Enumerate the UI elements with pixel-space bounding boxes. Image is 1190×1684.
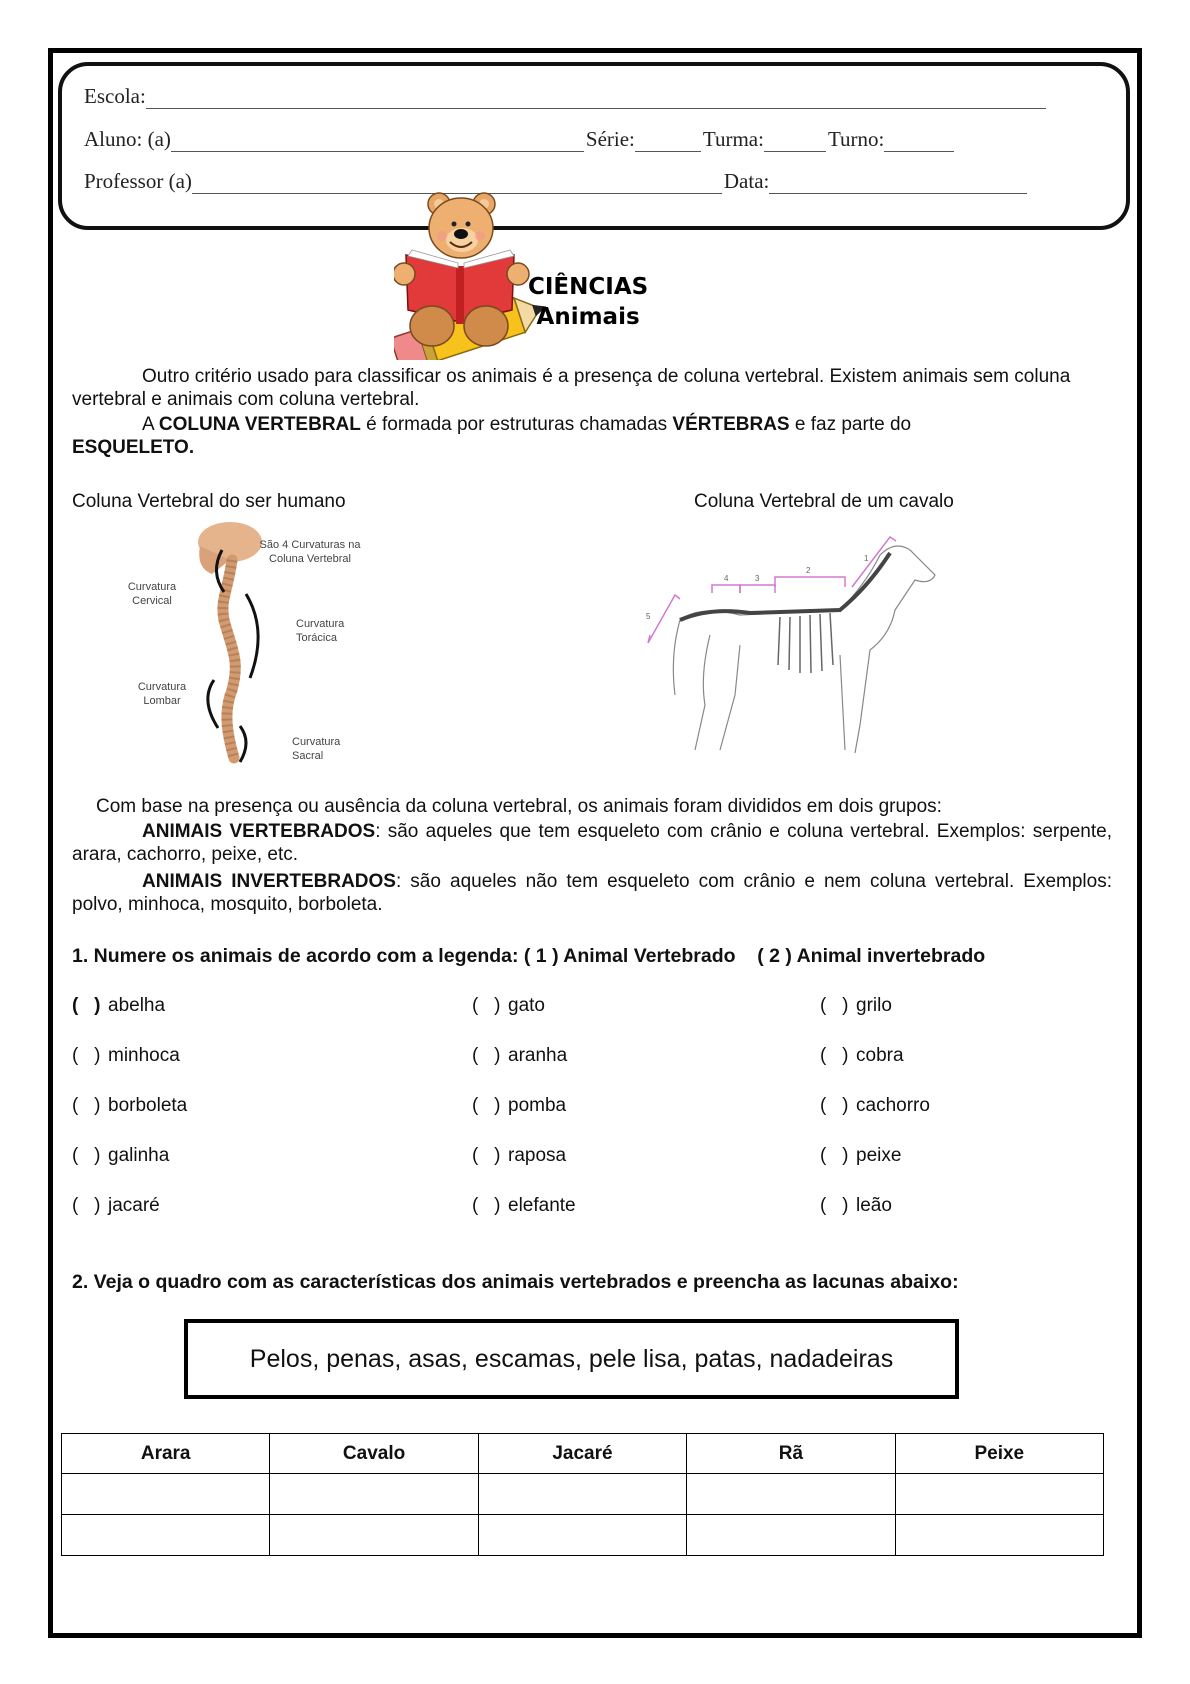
svg-text:Cervical: Cervical xyxy=(132,595,172,607)
choice-item[interactable]: ( ) jacaré xyxy=(72,1195,160,1216)
svg-text:4: 4 xyxy=(724,574,729,583)
answer-blank: ( ) xyxy=(72,1045,101,1066)
answer-blank: ( ) xyxy=(472,1095,501,1116)
svg-text:2: 2 xyxy=(806,566,811,575)
school-row xyxy=(84,84,1048,109)
table-cell[interactable] xyxy=(895,1515,1103,1556)
worksheet-title xyxy=(528,272,648,332)
table-row xyxy=(62,1474,1104,1515)
choice-item[interactable]: ( ) leão xyxy=(820,1195,892,1216)
question-2-title: 2. Veja o quadro com as características dos animais vertebrados e preencha as lacunas abaixo: xyxy=(72,1271,959,1293)
teacher-label: Professor (a) xyxy=(84,169,192,193)
column-header: Rã xyxy=(687,1434,895,1474)
grade-label: Série: xyxy=(585,127,635,151)
answer-blank: ( ) xyxy=(820,1045,849,1066)
word-bank-box xyxy=(184,1319,959,1399)
school-label: Escola: xyxy=(84,84,146,108)
shift-field[interactable] xyxy=(884,132,954,152)
class-label: Turma: xyxy=(702,127,764,151)
choice-item[interactable]: ( ) abelha xyxy=(72,995,166,1016)
choice-row xyxy=(72,1195,1102,1245)
choice-item[interactable]: ( ) pomba xyxy=(472,1095,567,1116)
human-spine-caption: Coluna Vertebral do ser humano xyxy=(72,491,346,512)
svg-text:Curvatura: Curvatura xyxy=(296,618,345,630)
svg-text:Curvatura: Curvatura xyxy=(292,736,341,748)
human-spine-illustration xyxy=(100,520,400,770)
horse-skeleton-illustration xyxy=(640,525,960,765)
answer-blank: ( ) xyxy=(472,1045,501,1066)
svg-text:Torácica: Torácica xyxy=(296,632,337,644)
table-row xyxy=(62,1515,1104,1556)
date-field[interactable] xyxy=(769,174,1027,194)
choice-item[interactable]: ( ) peixe xyxy=(820,1145,902,1166)
table-header-row xyxy=(62,1434,1104,1474)
svg-text:5: 5 xyxy=(646,612,651,621)
column-header: Peixe xyxy=(895,1434,1103,1474)
characteristics-table xyxy=(61,1433,1104,1556)
groups-intro: Com base na presença ou ausência da coluna vertebral, os animais foram divididos em dois grupos: xyxy=(96,796,942,817)
class-field[interactable] xyxy=(764,132,826,152)
choice-item[interactable]: ( ) borboleta xyxy=(72,1095,188,1116)
svg-text:1: 1 xyxy=(864,554,869,563)
answer-blank: ( ) xyxy=(72,1195,101,1216)
svg-text:Sacral: Sacral xyxy=(292,750,324,762)
table-cell[interactable] xyxy=(62,1515,270,1556)
human-note: São 4 Curvaturas na xyxy=(259,539,361,551)
question-1-title: 1. Numere os animais de acordo com a legenda: ( 1 ) Animal Vertebrado ( 2 ) Animal invertebrado xyxy=(72,945,986,967)
topic-title: Animais xyxy=(536,304,640,330)
choice-item[interactable]: ( ) minhoca xyxy=(72,1045,180,1066)
answer-blank: ( ) xyxy=(820,1195,849,1216)
teacher-row xyxy=(84,169,1029,194)
answer-blank: ( ) xyxy=(820,1145,849,1166)
answer-blank: ( ) xyxy=(72,995,101,1016)
choice-row xyxy=(72,1145,1102,1195)
intro-paragraph-1: Outro critério usado para classificar os animais é a presença de coluna vertebral. Existem animais sem coluna vertebral e animais com coluna vertebral. xyxy=(72,366,1071,410)
word-bank-text: Pelos, penas, asas, escamas, pele lisa, patas, nadadeiras xyxy=(249,1344,894,1373)
svg-text:Coluna Vertebral: Coluna Vertebral xyxy=(269,553,351,565)
answer-blank: ( ) xyxy=(472,1145,501,1166)
svg-text:3: 3 xyxy=(755,574,760,583)
student-info-box xyxy=(58,62,1130,230)
column-header: Cavalo xyxy=(270,1434,478,1474)
choice-item[interactable]: ( ) gato xyxy=(472,995,545,1016)
answer-blank: ( ) xyxy=(72,1145,101,1166)
table-cell[interactable] xyxy=(270,1474,478,1515)
answer-blank: ( ) xyxy=(72,1095,101,1116)
date-label: Data: xyxy=(723,169,770,193)
choice-item[interactable]: ( ) grilo xyxy=(820,995,892,1016)
choice-item[interactable]: ( ) cachorro xyxy=(820,1095,930,1116)
table-cell[interactable] xyxy=(478,1515,686,1556)
svg-text:Lombar: Lombar xyxy=(143,695,181,707)
svg-text:Curvatura: Curvatura xyxy=(127,581,177,593)
choice-row xyxy=(72,1045,1102,1095)
invertebrates-definition: ANIMAIS INVERTEBRADOS: são aqueles não tem esqueleto com crânio e nem coluna vertebral. Exemplos: polvo, minhoca, mosquito, borboleta. xyxy=(72,871,1112,915)
vertebrates-definition: ANIMAIS VERTEBRADOS: são aqueles que tem esqueleto com crânio e coluna vertebral. Exemplos: serpente, arara, cachorro, peixe, etc. xyxy=(72,821,1112,865)
choice-item[interactable]: ( ) galinha xyxy=(72,1145,170,1166)
school-field[interactable] xyxy=(146,89,1046,109)
choice-item[interactable]: ( ) elefante xyxy=(472,1195,576,1216)
grade-field[interactable] xyxy=(635,132,701,152)
choice-item[interactable]: ( ) raposa xyxy=(472,1145,567,1166)
choice-item[interactable]: ( ) aranha xyxy=(472,1045,568,1066)
column-header: Jacaré xyxy=(478,1434,686,1474)
table-cell[interactable] xyxy=(687,1474,895,1515)
intro-paragraph-2: A COLUNA VERTEBRAL é formada por estruturas chamadas VÉRTEBRAS e faz parte do ESQUELETO. xyxy=(72,414,912,458)
choice-row xyxy=(72,1095,1102,1145)
table-cell[interactable] xyxy=(478,1474,686,1515)
answer-blank: ( ) xyxy=(472,1195,501,1216)
answer-blank: ( ) xyxy=(820,1095,849,1116)
svg-text:Curvatura: Curvatura xyxy=(137,681,187,693)
choice-row xyxy=(72,995,1102,1045)
choice-item[interactable]: ( ) cobra xyxy=(820,1045,904,1066)
table-cell[interactable] xyxy=(270,1515,478,1556)
answer-blank: ( ) xyxy=(472,995,501,1016)
table-cell[interactable] xyxy=(62,1474,270,1515)
student-row xyxy=(84,127,956,152)
table-cell[interactable] xyxy=(687,1515,895,1556)
column-header: Arara xyxy=(62,1434,270,1474)
student-label: Aluno: (a) xyxy=(84,127,171,151)
subject-title: CIÊNCIAS xyxy=(528,274,649,300)
shift-label: Turno: xyxy=(827,127,885,151)
horse-spine-caption: Coluna Vertebral de um cavalo xyxy=(694,491,954,512)
table-cell[interactable] xyxy=(895,1474,1103,1515)
student-field[interactable] xyxy=(171,132,584,152)
answer-blank: ( ) xyxy=(820,995,849,1016)
question-1-choices xyxy=(72,995,1102,1245)
